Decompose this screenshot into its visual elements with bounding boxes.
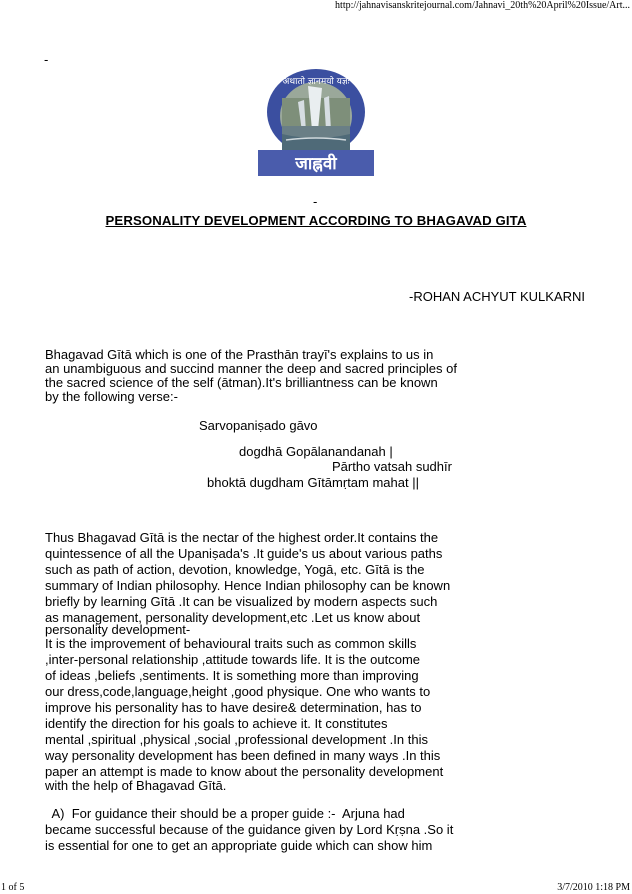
logo-image <box>258 68 374 176</box>
text-line: Thus Bhagavad Gītā is the nectar of the highest order.It contains the <box>45 530 439 545</box>
verse-line: Pārtho vatsah sudhīr <box>332 459 452 474</box>
text-line: of ideas ,beliefs ,sentiments. It is something more than improving <box>45 668 419 683</box>
text-line: such as path of action, devotion, knowledge, Yogā, etc. Gītā is the <box>45 562 425 577</box>
text-line: the sacred science of the self (ātman).It's brilliantness can be known <box>45 375 438 390</box>
text-line: It is the improvement of behavioural traits such as common skills <box>45 636 417 651</box>
text-line: is essential for one to get an appropriate guide which can show him <box>45 838 433 853</box>
text-line: summary of Indian philosophy. Hence Indian philosophy can be known <box>45 578 451 593</box>
text-line: paper an attempt is made to know about the personality development <box>45 764 444 779</box>
text-line: personality development- <box>45 622 191 637</box>
title-dash: - <box>313 194 318 209</box>
article-title: PERSONALITY DEVELOPMENT ACCORDING TO BHAGAVAD GITA <box>105 213 527 228</box>
text-line: our dress,code,language,height ,good physique. One who wants to <box>45 684 431 699</box>
text-line: way personality development has been defined in many ways .In this <box>45 748 441 763</box>
svg-text:जाह्नवी: जाह्नवी <box>295 154 337 174</box>
author-name: -ROHAN ACHYUT KULKARNI <box>409 289 586 304</box>
text-line: identify the direction for his goals to achieve it. It constitutes <box>45 716 388 731</box>
verse-line: bhoktā dugdham Gītāmṛtam mahat || <box>207 475 419 490</box>
text-line: with the help of Bhagavad Gītā. <box>45 778 227 793</box>
text-line: by the following verse:- <box>45 389 178 404</box>
text-line: improve his personality has to have desire& determination, has to <box>45 700 422 715</box>
text-line: mental ,spiritual ,physical ,social ,professional development .In this <box>45 732 428 747</box>
text-line: ,inter-personal relationship ,attitude towards life. It is the outcome <box>45 652 421 667</box>
text-line: quintessence of all the Upaniṣada's .It guide's us about various paths <box>45 546 443 561</box>
page-url: http://jahnavisanskritejournal.com/Jahnavi_20th%20April%20Issue/Art... <box>335 0 630 11</box>
verse-line: dogdhā Gopālanandanah | <box>239 444 393 459</box>
svg-text:अथातो ज्ञानमयो यज्ञः: अथातो ज्ञानमयो यज्ञः <box>282 77 350 87</box>
top-dash: - <box>44 52 49 67</box>
text-line: briefly by learning Gītā .It can be visualized by modern aspects such <box>45 594 438 609</box>
text-line: as management, personality development,etc .Let us know about <box>45 610 421 625</box>
verse-line: Sarvopaniṣado gāvo <box>199 418 318 433</box>
text-line: became successful because of the guidance given by Lord Kṛṣna .So it <box>45 822 454 837</box>
text-line: an unambiguous and succind manner the deep and sacred principles of <box>45 361 457 376</box>
journal-logo <box>258 68 374 176</box>
page-number: 1 of 5 <box>1 882 25 893</box>
print-datetime: 3/7/2010 1:18 PM <box>557 882 630 893</box>
text-line: Bhagavad Gītā which is one of the Prasthān trayī's explains to us in <box>45 347 434 362</box>
text-line: A) For guidance their should be a proper guide :- Arjuna had <box>45 806 405 821</box>
